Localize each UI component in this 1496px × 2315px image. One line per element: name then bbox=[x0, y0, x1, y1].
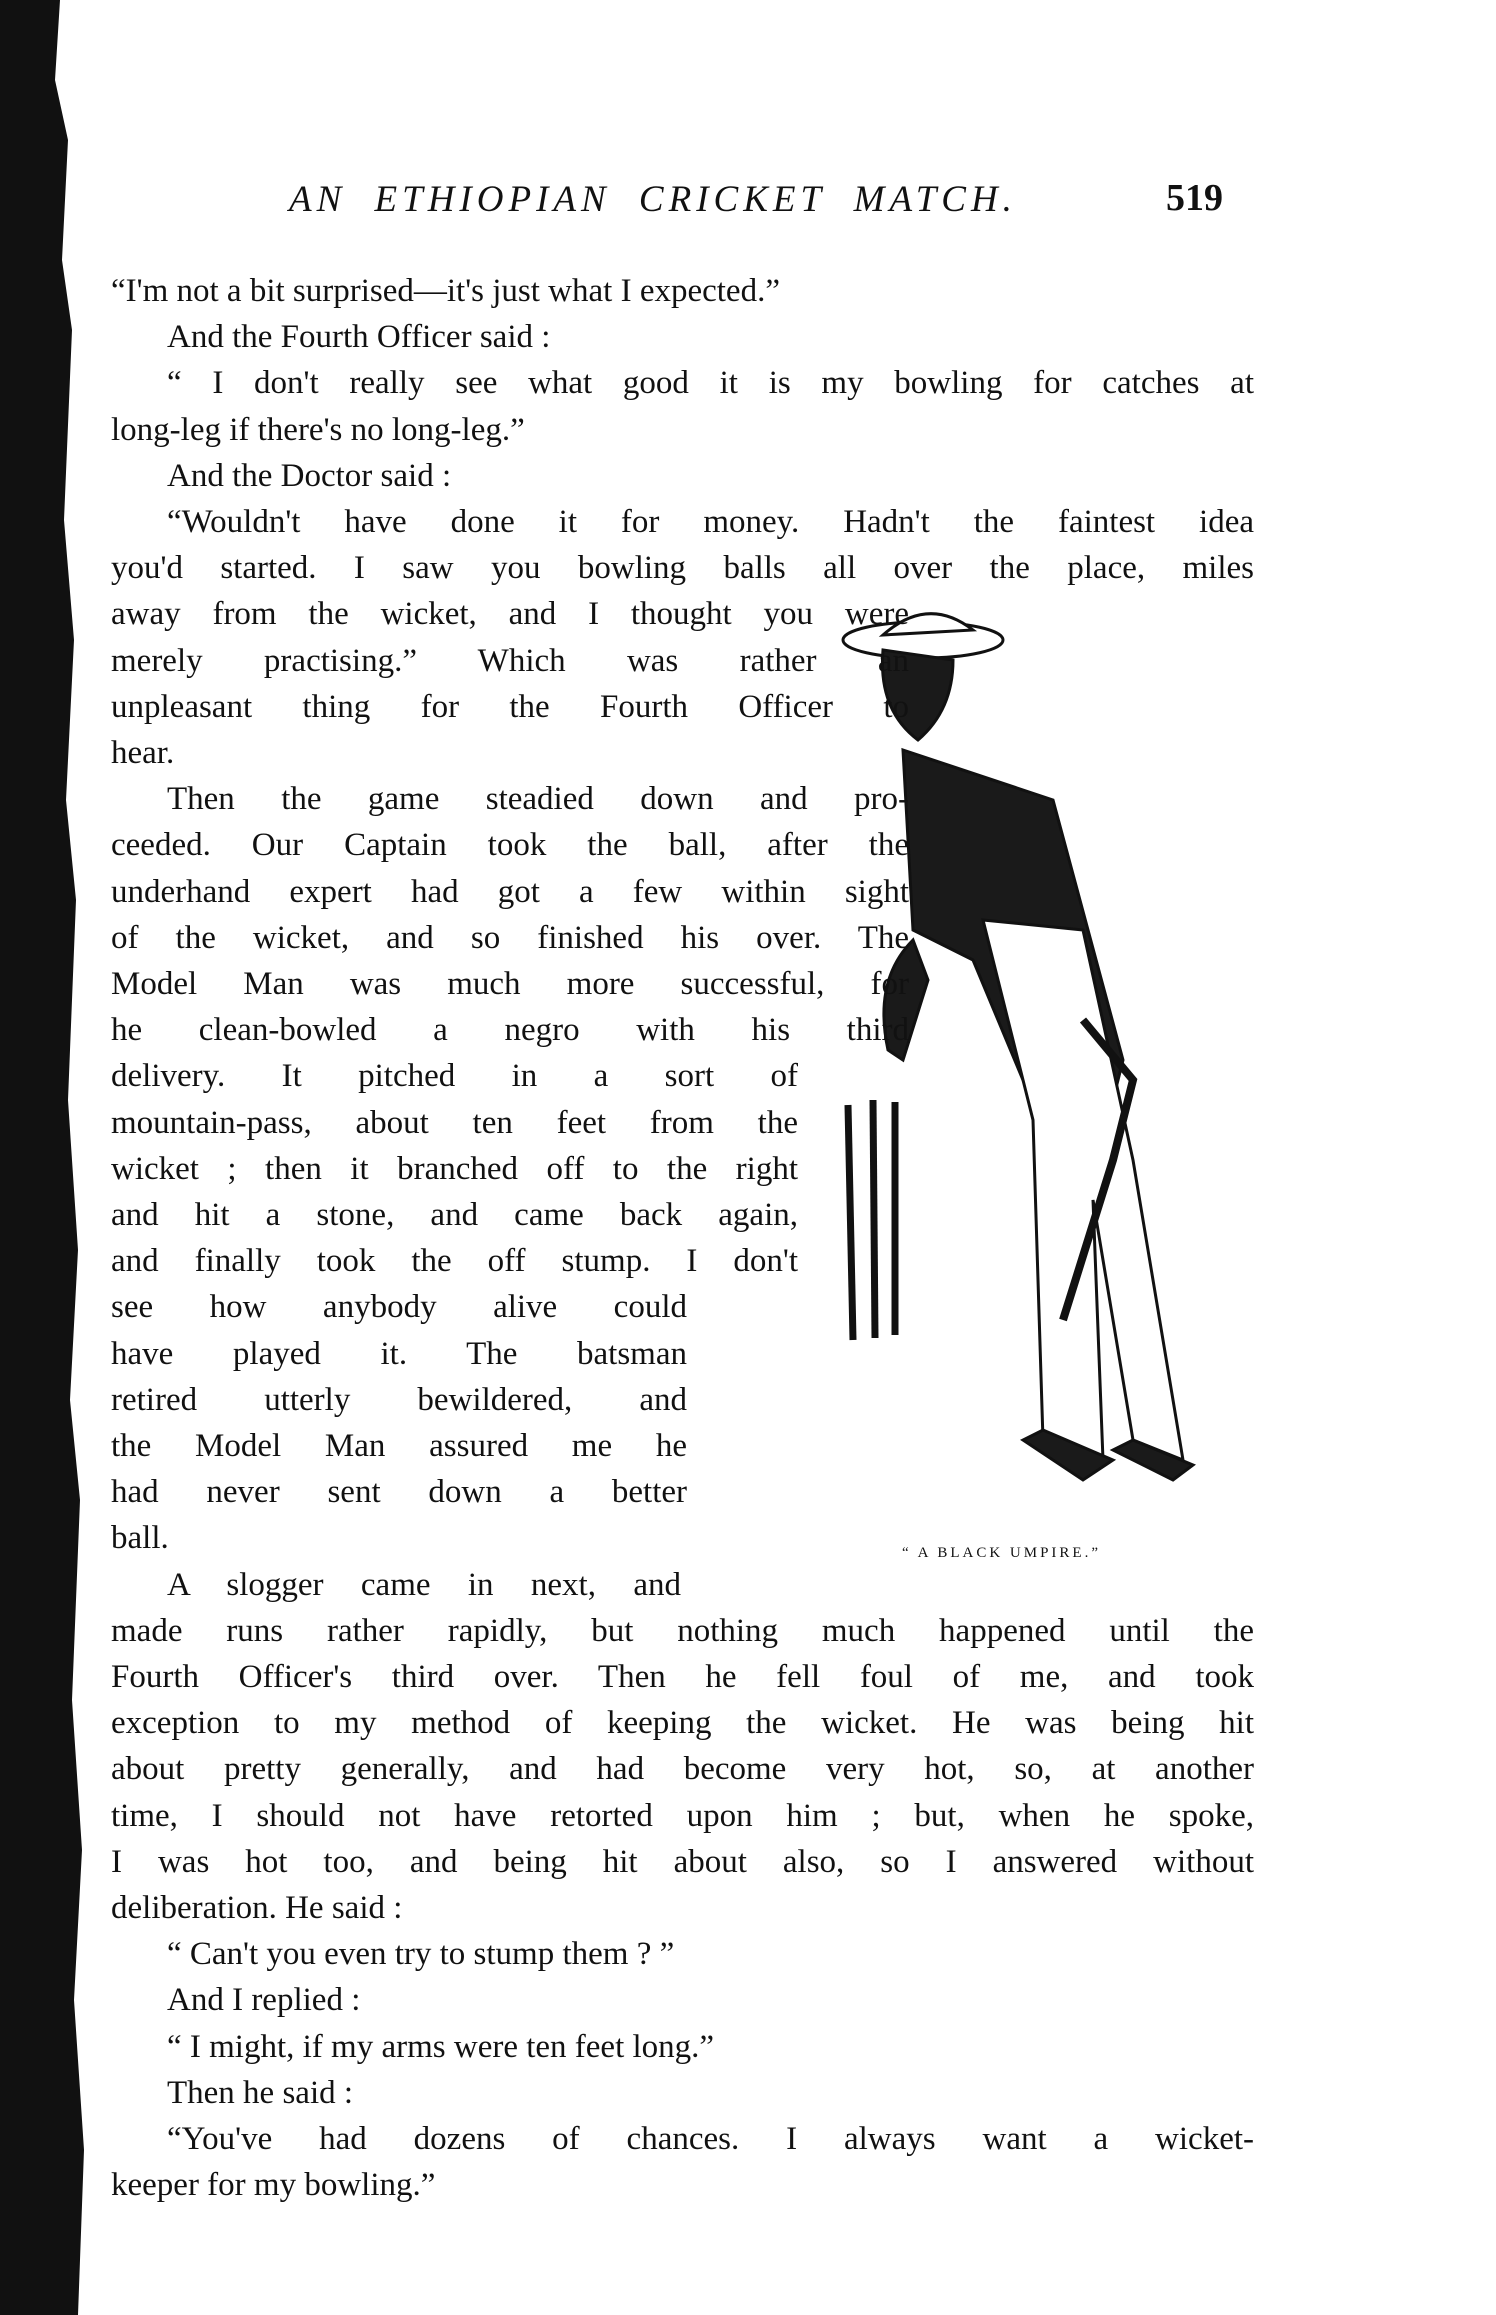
text-line: and hit a stone, and came back again, bbox=[111, 1197, 798, 1233]
text-line: ball. bbox=[111, 1520, 169, 1556]
text-line: retired utterly bewildered, and bbox=[111, 1382, 687, 1418]
text-line: “I'm not a bit surprised—it's just what I expected.” bbox=[111, 273, 780, 309]
text-line: unpleasant thing for the Fourth Officer to bbox=[111, 689, 909, 725]
text-line: And the Fourth Officer said : bbox=[167, 319, 551, 355]
text-line: Then the game steadied down and pro- bbox=[167, 781, 909, 817]
illustration-caption: “ A BLACK UMPIRE.” bbox=[902, 1545, 1102, 1561]
text-line: Fourth Officer's third over. Then he fell foul of me, and took bbox=[111, 1659, 1254, 1695]
text-line: “ I might, if my arms were ten feet long.” bbox=[167, 2029, 715, 2065]
text-line: underhand expert had got a few within sight bbox=[111, 874, 909, 910]
text-line: And the Doctor said : bbox=[167, 458, 452, 494]
text-line: he clean-bowled a negro with his third bbox=[111, 1012, 909, 1048]
text-line: Then he said : bbox=[167, 2075, 354, 2111]
text-line: “You've had dozens of chances. I always want a wicket- bbox=[167, 2121, 1254, 2157]
text-line: about pretty generally, and had become very hot, so, at another bbox=[111, 1751, 1254, 1787]
running-header: AN ETHIOPIAN CRICKET MATCH. bbox=[289, 179, 1017, 220]
text-line: away from the wicket, and I thought you were bbox=[111, 596, 909, 632]
text-line: deliberation. He said : bbox=[111, 1890, 403, 1926]
page-binding-edge bbox=[0, 0, 90, 2315]
illustration-black-umpire bbox=[833, 600, 1393, 1540]
text-line: and finally took the off stump. I don't bbox=[111, 1243, 798, 1279]
text-line: you'd started. I saw you bowling balls all over the place, miles bbox=[111, 550, 1254, 586]
text-line: And I replied : bbox=[167, 1982, 361, 2018]
text-line: made runs rather rapidly, but nothing much happened until the bbox=[111, 1613, 1254, 1649]
text-line: “ Can't you even try to stump them ? ” bbox=[167, 1936, 675, 1972]
text-line: Model Man was much more successful, for bbox=[111, 966, 909, 1002]
text-line: see how anybody alive could bbox=[111, 1289, 687, 1325]
text-line: hear. bbox=[111, 735, 175, 771]
text-line: have played it. The batsman bbox=[111, 1336, 687, 1372]
stumps-drawing bbox=[848, 1100, 895, 1340]
text-line: exception to my method of keeping the wicket. He was being hit bbox=[111, 1705, 1254, 1741]
page-number: 519 bbox=[1166, 177, 1223, 219]
text-line: merely practising.” Which was rather an bbox=[111, 643, 909, 679]
text-line: keeper for my bowling.” bbox=[111, 2167, 436, 2203]
text-line: “Wouldn't have done it for money. Hadn't the faintest idea bbox=[167, 504, 1254, 540]
text-line: time, I should not have retorted upon him ; but, when he spoke, bbox=[111, 1798, 1254, 1834]
text-line: mountain-pass, about ten feet from the bbox=[111, 1105, 798, 1141]
text-line: of the wicket, and so finished his over. The bbox=[111, 920, 909, 956]
text-line: wicket ; then it branched off to the right bbox=[111, 1151, 798, 1187]
text-line: long-leg if there's no long-leg.” bbox=[111, 412, 525, 448]
text-line: A slogger came in next, and bbox=[167, 1567, 681, 1603]
text-line: “ I don't really see what good it is my bowling for catches at bbox=[167, 365, 1254, 401]
text-line: delivery. It pitched in a sort of bbox=[111, 1058, 798, 1094]
text-line: I was hot too, and being hit about also, so I answered without bbox=[111, 1844, 1254, 1880]
text-line: the Model Man assured me he bbox=[111, 1428, 687, 1464]
text-line: had never sent down a better bbox=[111, 1474, 687, 1510]
text-line: ceeded. Our Captain took the ball, after the bbox=[111, 827, 909, 863]
